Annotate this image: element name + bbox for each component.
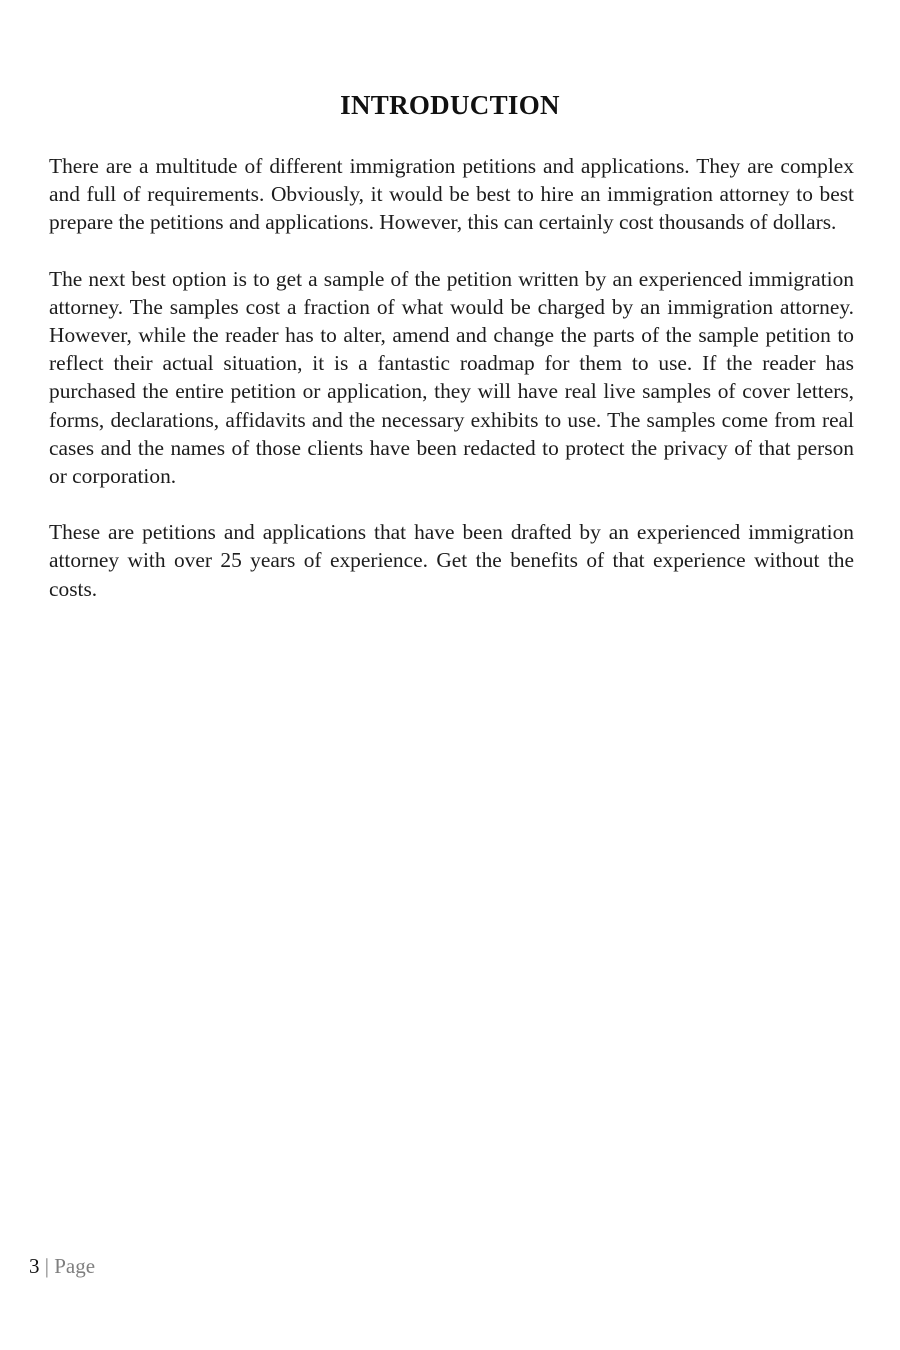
- body-text: [49, 152, 854, 631]
- page-footer: [29, 1252, 95, 1280]
- page-title: INTRODUCTION: [340, 90, 560, 120]
- paragraph-experience: These are petitions and applications that have been drafted by an experienced immigration attorney with over 25 years of experience. Get the benefits of that experience without the costs.: [49, 520, 854, 601]
- footer-separator: |: [39, 1254, 55, 1278]
- page-number: 3: [29, 1254, 40, 1278]
- paragraph-next-best-option: The next best option is to get a sample of the petition written by an experienced immigration attorney. The samples cost a fraction of what would be charged by an immigration attorney. However, while the reader has to alter, amend and change the parts of the sample petition to reflect their actual situation, it is a fantastic roadmap for them to use. If the reader has purchased the entire petition or application, they will have real live samples of cover letters, forms, declarations, affidavits and the necessary exhibits to use. The samples come from real cases and the names of those clients have been redacted to protect the privacy of that person or corporation.: [49, 266, 854, 489]
- paragraph-intro: There are a multitude of different immigration petitions and applications. They are complex and full of requirements. Obviously, it would be best to hire an immigration attorney to best prepare the petitions and applications. However, this can certainly cost thousands of dollars.: [49, 154, 854, 235]
- page-label: Page: [54, 1254, 96, 1278]
